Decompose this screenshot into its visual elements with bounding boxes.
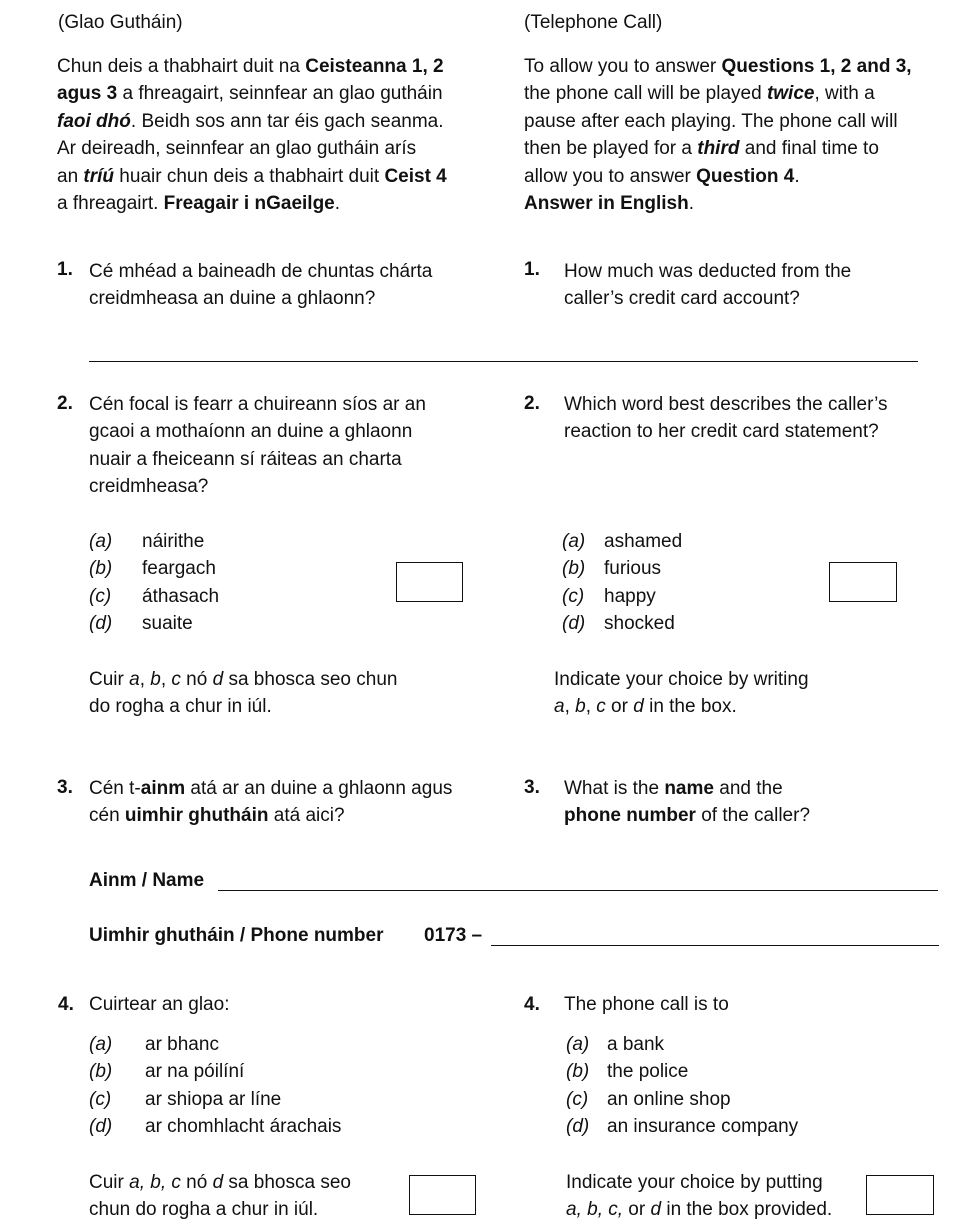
option-row: (a) ar bhanc <box>89 1034 219 1055</box>
q4-text-irish: Cuirtear an glao: <box>89 994 230 1015</box>
q2-text-irish: Cén focal is fearr a chuireann síos ar an gcaoi a mothaíonn an duine a ghlaonn nuair a fheiceann sí ráiteas an charta creidmheasa? <box>89 394 426 498</box>
option-row: (c) an online shop <box>566 1088 731 1110</box>
option-row: (d) suaite <box>89 613 193 635</box>
q4-text-english: The phone call is to <box>564 994 729 1015</box>
q1-answer-line[interactable] <box>89 361 918 362</box>
q4-instruction-irish: Cuir a, b, c nó d sa bhosca seo chun do rogha a chur in iúl. <box>89 1172 351 1221</box>
option-row: (a) ashamed <box>562 531 683 552</box>
irish-section-title: (Glao Gutháin) <box>58 12 183 33</box>
option-row: (d) an insurance company <box>566 1116 799 1138</box>
q4-instruction-english: Indicate your choice by putting a, b, c, or d in the box provided. <box>566 1172 833 1221</box>
q2-answer-box-english[interactable] <box>829 562 897 602</box>
q4-options-english <box>566 1031 798 1141</box>
english-instructions: To allow you to answer Questions 1, 2 and 3, the phone call will be played twice, with a pause after each playing. The phone call will then be played for a third and final time to allow you to answer Question 4. Answer in English. <box>524 56 912 215</box>
english-section-title: (Telephone Call) <box>524 12 663 33</box>
option-row: (b) the police <box>566 1061 689 1083</box>
option-row: (c) ar shiopa ar líne <box>89 1088 282 1110</box>
phone-answer-line[interactable] <box>491 945 939 946</box>
q1-number-english: 1. <box>524 259 540 280</box>
name-answer-line[interactable] <box>218 890 938 891</box>
q2-text-english: Which word best describes the caller’s reaction to her credit card statement? <box>564 394 888 443</box>
q2-number-english: 2. <box>524 393 540 414</box>
option-row: (a) náirithe <box>89 531 205 552</box>
phone-prefix: 0173 – <box>424 925 483 946</box>
phone-label: Uimhir ghutháin / Phone number <box>89 925 384 946</box>
option-row: (c) áthasach <box>89 585 220 607</box>
name-label: Ainm / Name <box>89 870 205 891</box>
option-row: (d) shocked <box>562 613 675 635</box>
q1-text-english: How much was deducted from the caller’s credit card account? <box>564 261 852 310</box>
option-row: (d) ar chomhlacht árachais <box>89 1116 342 1138</box>
q4-answer-box-irish[interactable] <box>409 1175 476 1215</box>
option-row: (b) furious <box>562 558 662 580</box>
option-row: (c) happy <box>562 585 656 607</box>
option-row: (b) ar na póilíní <box>89 1061 245 1083</box>
option-row: (b) feargach <box>89 558 216 580</box>
q4-number-irish: 4. <box>58 994 74 1015</box>
irish-instructions: Chun deis a thabhairt duit na Ceisteanna 1, 2 agus 3 a fhreagairt, seinnfear an glao gutháin faoi dhó. Beidh sos ann tar éis gach seanma. Ar deireadh, seinnfear an glao gutháin arís an tríú huair chun deis a thabhairt duit Ceist 4 a fhreagairt. Freagair i nGaeilge. <box>57 56 447 215</box>
q2-options-english <box>562 528 682 638</box>
option-row: (a) a bank <box>566 1034 665 1055</box>
q3-text-english: What is the name and the phone number of the caller? <box>564 778 811 827</box>
q1-number-irish: 1. <box>57 259 73 280</box>
q4-number-english: 4. <box>524 994 540 1015</box>
q3-number-irish: 3. <box>57 777 73 798</box>
q2-number-irish: 2. <box>57 393 73 414</box>
q3-number-english: 3. <box>524 777 540 798</box>
q3-text-irish: Cén t-ainm atá ar an duine a ghlaonn agus cén uimhir ghutháin atá aici? <box>89 778 453 827</box>
q2-options-irish <box>89 528 219 638</box>
q1-text-irish: Cé mhéad a baineadh de chuntas chárta creidmheasa an duine a ghlaonn? <box>89 261 433 310</box>
q4-options-irish <box>89 1031 341 1141</box>
q2-instruction-irish: Cuir a, b, c nó d sa bhosca seo chun do rogha a chur in iúl. <box>89 669 398 718</box>
q2-instruction-english: Indicate your choice by writing a, b, c or d in the box. <box>554 669 809 718</box>
q2-answer-box-irish[interactable] <box>396 562 463 602</box>
q4-answer-box-english[interactable] <box>866 1175 934 1215</box>
